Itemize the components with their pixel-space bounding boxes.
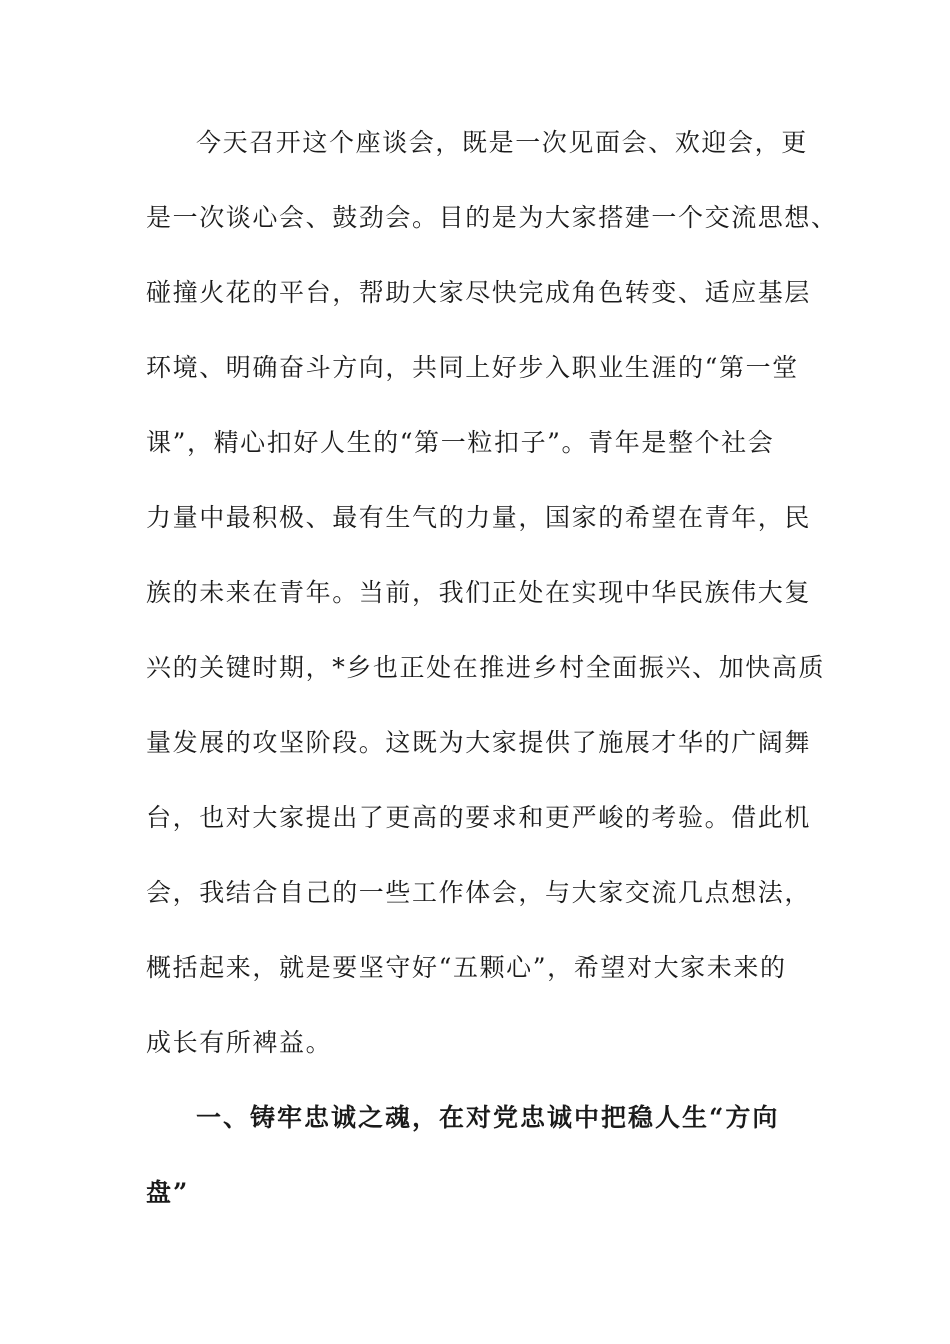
paragraph-line: 课”，精心扣好人生的“第一粒扣子”。青年是整个社会 [146, 428, 775, 457]
paragraph-line: 族的未来在青年。当前，我们正处在实现中华民族伟大复 [146, 578, 812, 607]
paragraph-line: 是一次谈心会、鼓劲会。目的是为大家搭建一个交流思想、 [146, 203, 838, 232]
paragraph-line: 环境、明确奋斗方向，共同上好步入职业生涯的“第一堂 [146, 353, 799, 382]
paragraph-line: 台，也对大家提出了更高的要求和更严峻的考验。借此机 [146, 803, 812, 832]
paragraph-line: 成长有所裨益。 [146, 1028, 333, 1057]
paragraph-line: 碰撞火花的平台，帮助大家尽快完成角色转变、适应基层 [146, 278, 812, 307]
paragraph-line: 概括起来，就是要坚守好“五颗心”，希望对大家未来的 [146, 953, 787, 982]
paragraph-line: 力量中最积极、最有生气的力量，国家的希望在青年，民 [146, 503, 812, 532]
paragraph-line: 量发展的攻坚阶段。这既为大家提供了施展才华的广阔舞 [146, 728, 812, 757]
heading-line: 一、铸牢忠诚之魂，在对党忠诚中把稳人生“方向 [196, 1103, 780, 1132]
paragraph-line: 会，我结合自己的一些工作体会，与大家交流几点想法， [146, 878, 812, 907]
paragraph-line: 今天召开这个座谈会，既是一次见面会、欢迎会，更 [196, 128, 808, 157]
heading-line: 盘” [146, 1178, 190, 1207]
paragraph-line: 兴的关键时期，*乡也正处在推进乡村全面振兴、加快高质 [146, 653, 826, 682]
